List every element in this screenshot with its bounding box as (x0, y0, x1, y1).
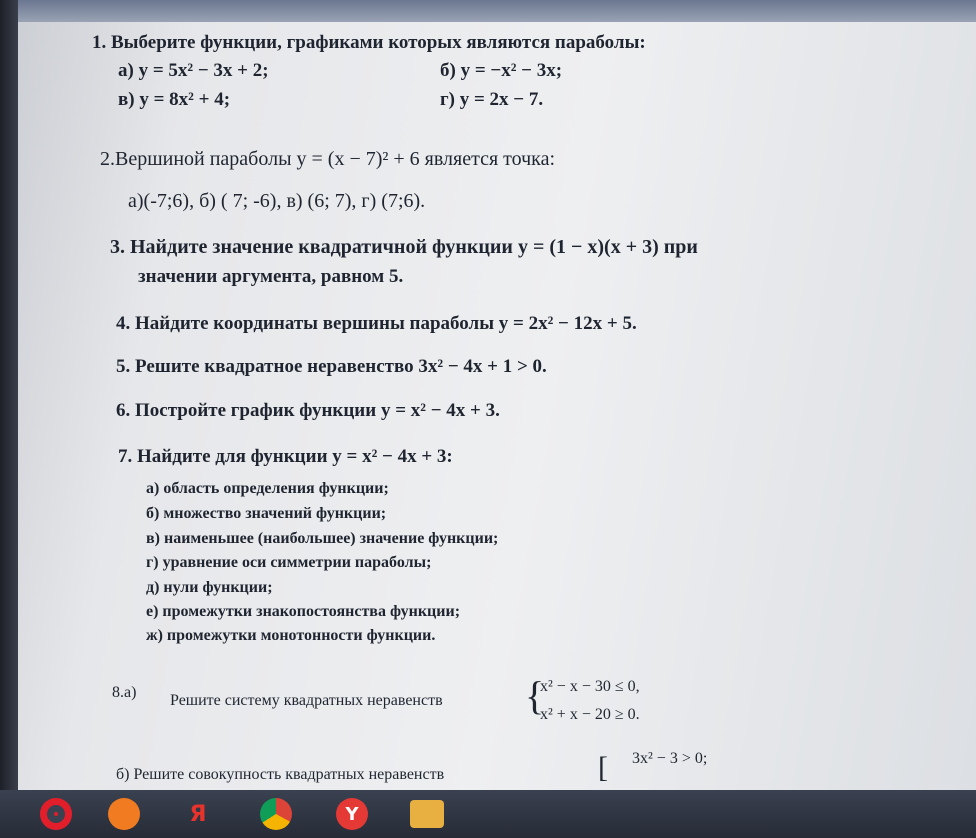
q7-item: е) промежутки знакопостоянства функции; (146, 603, 461, 620)
taskbar (0, 790, 976, 838)
orange-app-icon[interactable] (108, 798, 140, 830)
q2-title: 2.Вершиной параболы y = (x − 7)² + 6 является точка: (100, 148, 556, 170)
yandex-icon[interactable]: Y (336, 798, 368, 830)
chrome-icon[interactable] (260, 798, 292, 830)
q8-inequality-1: x² − x − 30 ≤ 0, (540, 678, 640, 695)
q3-line1: 3. Найдите значение квадратичной функции y = (1 − x)(x + 3) при (110, 236, 698, 258)
folder-icon[interactable] (410, 800, 444, 828)
opera-icon[interactable] (40, 798, 72, 830)
q7-item: б) множество значений функции; (146, 505, 387, 522)
system-brace: { (525, 673, 545, 718)
q6-text: 6. Постройте график функции y = x² − 4x + 3. (116, 400, 500, 421)
q8b-inequality-1: 3x² − 3 > 0; (632, 750, 708, 767)
q1-option-v: в) y = 8x² + 4; (118, 89, 231, 110)
q7-item: ж) промежутки монотонности функции. (146, 627, 436, 644)
q8b-text: б) Решите совокупность квадратных неравенств (116, 766, 445, 783)
q7-item: а) область определения функции; (146, 480, 389, 497)
q1-option-a: а) y = 5x² − 3x + 2; (118, 60, 269, 81)
q2-options: а)(-7;6), б) ( 7; -6), в) (6; 7), г) (7;6). (128, 190, 426, 212)
monitor-bezel (0, 0, 18, 838)
q5-text: 5. Решите квадратное неравенство 3x² − 4x + 1 > 0. (116, 356, 547, 377)
q1-option-g: г) y = 2x − 7. (440, 89, 544, 110)
q7-item: д) нули функции; (146, 579, 273, 596)
set-bracket: [ (598, 751, 608, 784)
window-top-strip (0, 0, 976, 22)
q4-text: 4. Найдите координаты вершины параболы y = 2x² − 12x + 5. (116, 313, 637, 334)
q3-line2: значении аргумента, равном 5. (138, 266, 404, 287)
q8-inequality-2: x² + x − 20 ≥ 0. (540, 706, 640, 723)
q8-label: 8.а) (112, 684, 137, 701)
q8-text: Решите систему квадратных неравенств (170, 692, 443, 709)
yandex-browser-icon[interactable]: Я (189, 801, 207, 827)
q1-option-b: б) y = −x² − 3x; (440, 60, 563, 81)
q7-item: в) наименьшее (наибольшее) значение функции; (146, 530, 499, 547)
q7-title: 7. Найдите для функции y = x² − 4x + 3: (118, 446, 453, 467)
q7-item: г) уравнение оси симметрии параболы; (146, 554, 432, 571)
q1-title: 1. Выберите функции, графиками которых являются параболы: (92, 32, 646, 53)
